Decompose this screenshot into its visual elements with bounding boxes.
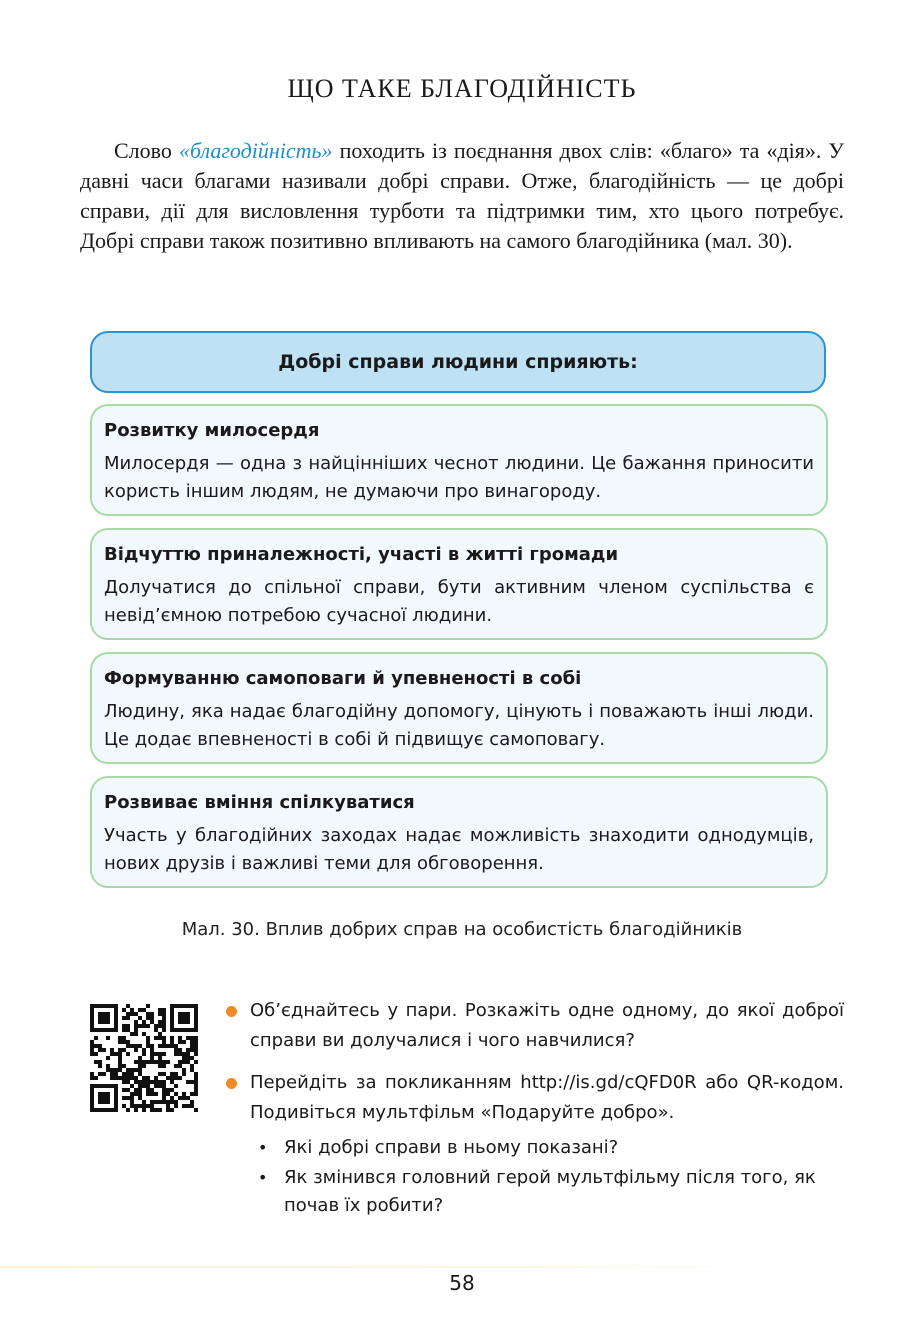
card-body: Милосердя — одна з найцінніших чеснот людини. Це бажання приносити користь іншим людям, не думаючи про винагороду. (104, 453, 814, 502)
orange-bullet-icon (226, 1078, 237, 1089)
benefit-card-mercy (90, 404, 828, 516)
figure-caption: Мал. 30. Вплив добрих справ на особистість благодійників (181, 919, 743, 940)
task-list (226, 996, 844, 1232)
benefit-card-belonging (90, 528, 828, 640)
card-title: Розвиває вміння спілкуватися (104, 792, 415, 813)
task-item (226, 1068, 844, 1220)
qr-code-icon[interactable] (90, 1004, 198, 1112)
subquestion-item (250, 1134, 844, 1162)
bullet-dot-icon: • (258, 1138, 268, 1157)
benefit-card-self-esteem (90, 652, 828, 764)
footer-divider (0, 1266, 760, 1268)
subquestion-text: Які добрі справи в ньому показані? (284, 1137, 619, 1158)
intro-text-rest: походить із поєднання двох слів: «благо» та «дія». У давні часи благами називали добрі справи. Отже, благодійність — це добрі справи, дії для висловлення турботи та підтримки тим, хто цього потребує. Добрі справи також позитивно впливають на самого благодійника (мал. 30). (80, 138, 844, 253)
card-title: Формуванню самоповаги й упевненості в собі (104, 668, 582, 689)
subquestion-text: Як змінився головний герой мультфільму після того, як почав їх робити? (284, 1167, 816, 1216)
intro-text-start: Слово (114, 138, 179, 163)
card-body: Участь у благодійних заходах надає можливість знаходити однодумців, нових друзів і важливі теми для обговорення. (104, 825, 814, 874)
card-title: Відчуттю приналежності, участі в житті громади (104, 544, 619, 565)
page-number: 58 (449, 1271, 475, 1295)
task-text: Об’єднайтесь у пари. Розкажіть одне одному, до якої доброї справи ви долучалися і чого навчилися? (250, 1000, 844, 1051)
intro-paragraph (80, 136, 844, 256)
subquestion-list (250, 1134, 844, 1220)
benefit-card-communication (90, 776, 828, 888)
orange-bullet-icon (226, 1006, 237, 1017)
task-item (226, 996, 844, 1056)
bullet-dot-icon: • (258, 1168, 268, 1187)
subquestion-item (250, 1164, 844, 1220)
diagram-header: Добрі справи людини сприяють: (90, 331, 826, 393)
section-heading: ЩО ТАКЕ БЛАГОДІЙНІСТЬ (287, 74, 637, 103)
card-body: Людину, яка надає благодійну допомогу, цінують і поважають інші люди. Це додає впевненості в собі й підвищує самоповагу. (104, 701, 814, 750)
term-highlight: «благодійність» (178, 138, 333, 163)
card-title: Розвитку милосердя (104, 420, 320, 441)
card-body: Долучатися до спільної справи, бути активним членом суспільства є невід’ємною потребою сучасної людини. (104, 577, 814, 626)
task-text: Перейдіть за покликанням http://is.gd/cQFD0R або QR-кодом. Подивіться мультфільм «Подаруйте добро». (250, 1072, 844, 1123)
